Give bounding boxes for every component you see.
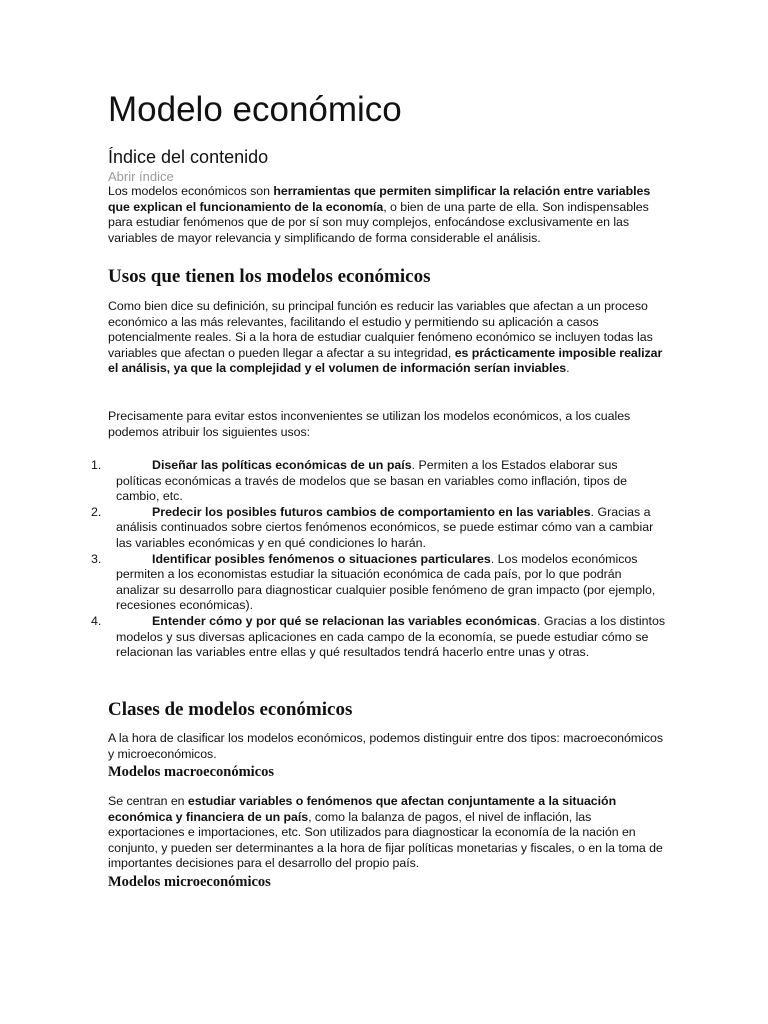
- usos-p1-end: .: [566, 361, 570, 376]
- list-item-text: . Gracias a análisis continuados sobre ciertos fenómenos económicos, se puede estimar cómo van a cambiar las variables económicas y en qué condiciones lo harán.: [116, 504, 654, 550]
- list-item: [91, 458, 666, 505]
- list-number: 1.: [91, 458, 102, 472]
- clases-paragraph: A la hora de clasificar los modelos económicos, podemos distinguir entre dos tipos: macroeconómicos y microeconómicos.: [108, 731, 663, 761]
- clases-heading: Clases de modelos económicos: [108, 699, 353, 720]
- usos-p1-bold: es prácticamente imposible realizar el análisis, ya que la complejidad y el volumen de información serían inviables: [108, 345, 663, 376]
- macro-text-2: , como la balanza de pagos, el nivel de inflación, las exportaciones e importaciones, etc. Son utilizados para diagnosticar la economía de la nación en conjunto, y pueden ser determinantes a la hora de fijar políticas monetarias y fiscales, o en la toma de importantes decisiones para el desarrollo del propio país.: [108, 809, 663, 871]
- page-title: Modelo económico: [108, 90, 402, 129]
- macro-bold: estudiar variables o fenómenos que afectan conjuntamente a la situación económica y financiera de un país: [108, 794, 617, 824]
- macro-paragraph: [108, 794, 663, 872]
- intro-text-1: Los modelos económicos son: [108, 184, 274, 198]
- usos-heading: Usos que tienen los modelos económicos: [108, 266, 431, 287]
- intro-bold: herramientas que permiten simplificar la relación entre variables que explican el funcionamiento de la economía: [108, 184, 651, 214]
- macro-heading: Modelos macroeconómicos: [108, 764, 275, 780]
- list-item-bold: Identificar posibles fenómenos o situaciones particulares: [152, 551, 491, 566]
- list-item: [91, 552, 666, 614]
- usos-paragraph-1: [108, 299, 663, 377]
- list-item-bold: Diseñar las políticas económicas de un país: [152, 458, 412, 472]
- list-item-text: . Permiten a los Estados elaborar sus políticas económicas a través de modelos que se basan en variables como inflación, tipos de cambio, etc.: [116, 458, 628, 504]
- toc-heading: Índice del contenido: [108, 147, 269, 167]
- micro-heading: Modelos microeconómicos: [108, 874, 271, 890]
- usos-paragraph-2: Precisamente para evitar estos inconvenientes se utilizan los modelos económicos, a los cuales podemos atribuir los siguientes usos:: [108, 409, 631, 439]
- intro-text-2: , o bien de una parte de ella. Son indispensables para estudiar fenómenos que de por sí son muy complejos, enfocándose exclusivamente en las variables de mayor relevancia y simplificando de forma considerable el análisis.: [108, 199, 649, 245]
- list-number: 3.: [91, 551, 102, 566]
- list-item: [91, 505, 666, 552]
- list-number: 2.: [91, 504, 102, 519]
- list-item: [91, 614, 666, 661]
- usos-list: [91, 458, 666, 661]
- toc-open-link[interactable]: Abrir índice: [108, 169, 174, 184]
- list-item-text: . Gracias a los distintos modelos y sus diversas aplicaciones en cada campo de la economía, se puede estudiar cómo se relacionan las variables entre ellas y qué resultados tendrá hacerlo entre unas y otras.: [116, 613, 666, 660]
- macro-text-1: Se centran en: [108, 794, 188, 808]
- list-item-bold: Predecir los posibles futuros cambios de comportamiento en las variables: [152, 504, 591, 519]
- list-item-bold: Entender cómo y por qué se relacionan las variables económicas: [152, 613, 537, 628]
- intro-paragraph: [108, 184, 663, 246]
- list-number: 4.: [91, 613, 102, 628]
- usos-p1-text: Como bien dice su definición, su principal función es reducir las variables que afectan a un proceso económico a las más relevantes, facilitando el estudio y permitiendo su aplicación a casos potencialmente reales. Si a la hora de estudiar cualquier fenómeno económico se incluyen todas las variables que afectan o pueden llegar a afectar a su integridad,: [108, 299, 653, 360]
- list-item-text: . Los modelos económicos permiten a los economistas estudiar la situación económica de cada país, por lo que podrán analizar su desarrollo para diagnosticar cualquier posible fenómeno de gran impacto (por ejemplo, recesiones económicas).: [116, 551, 656, 613]
